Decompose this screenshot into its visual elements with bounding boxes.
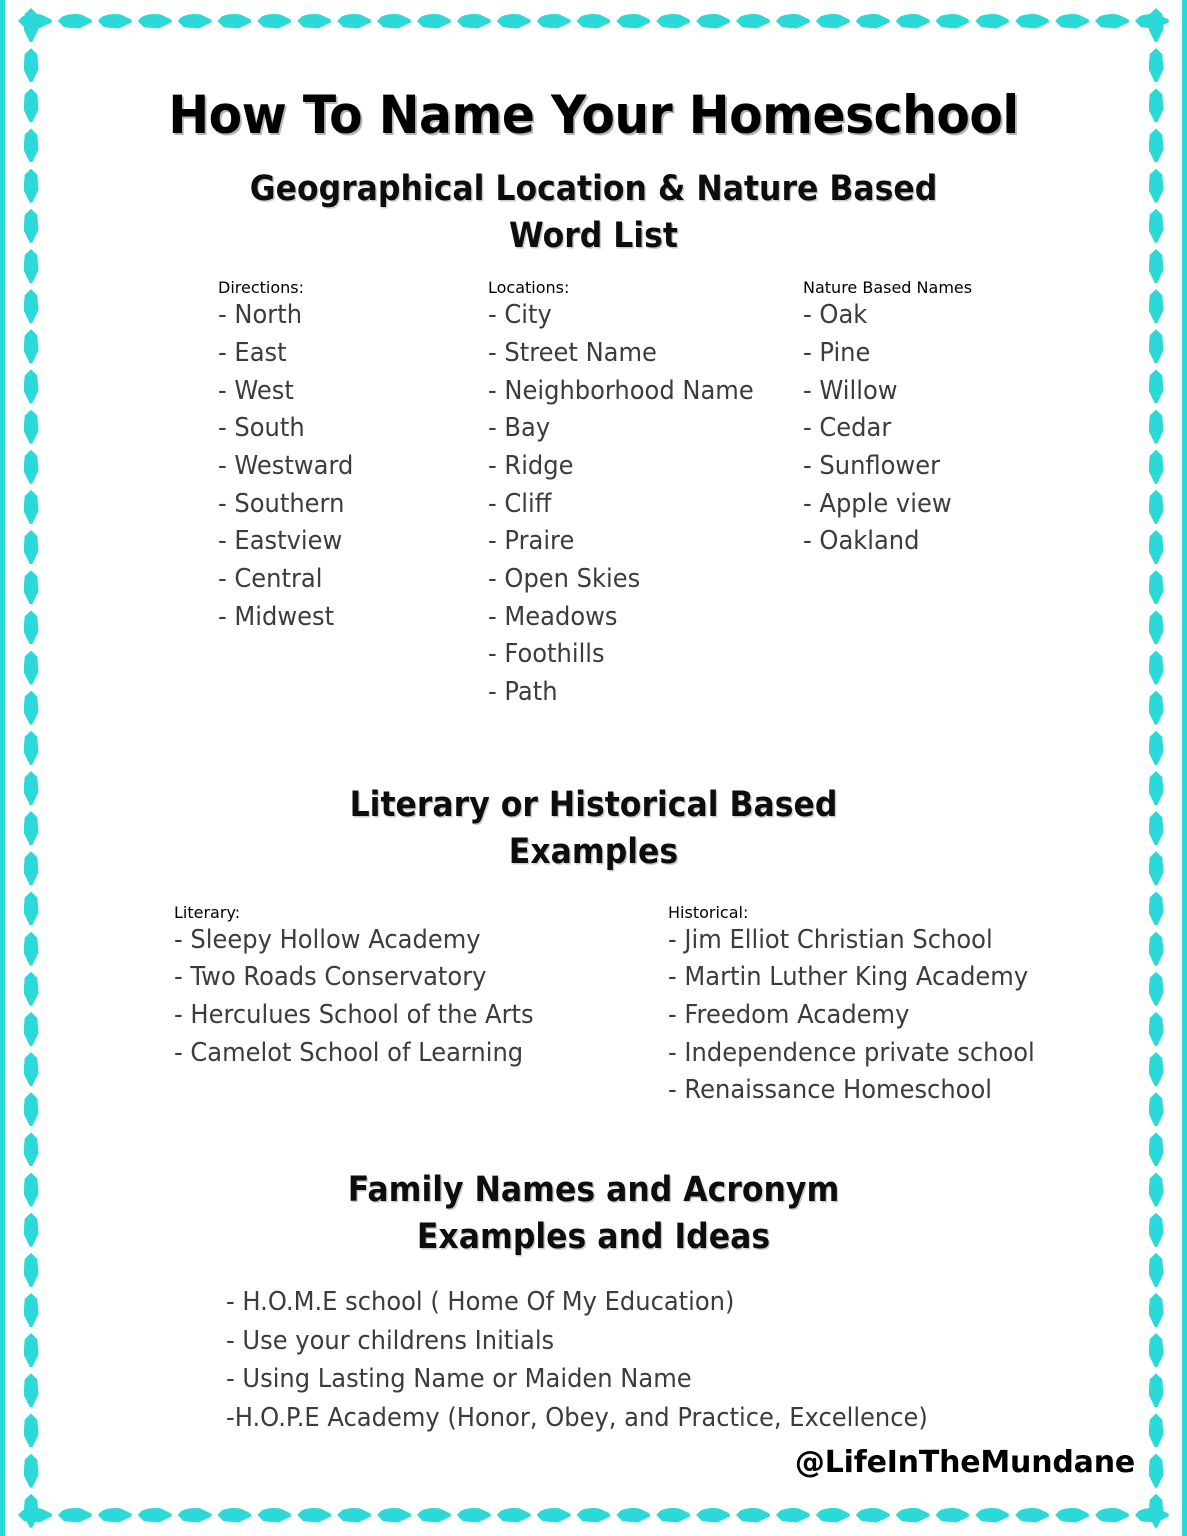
border-bead (24, 289, 39, 323)
column-historical (668, 903, 1062, 1110)
column-nature-based-names (803, 278, 972, 561)
list-item: - Apple view (803, 488, 952, 519)
border-bead (24, 1253, 39, 1287)
border-bead (1149, 8, 1164, 42)
border-bead (1015, 1508, 1049, 1523)
border-bead (736, 1508, 770, 1523)
border-bead (1149, 1373, 1164, 1407)
bead-border-left (18, 8, 44, 1528)
border-bead (1149, 1012, 1164, 1046)
border-bead (616, 14, 650, 29)
border-bead (217, 14, 251, 29)
border-bead (576, 14, 610, 29)
border-bead (98, 14, 132, 29)
border-bead (1149, 490, 1164, 524)
border-bead (1149, 88, 1164, 122)
list-item: - Bay (488, 413, 551, 444)
border-bead (696, 14, 730, 29)
border-bead (24, 530, 39, 564)
list-locations (488, 297, 774, 712)
border-bead (24, 1494, 39, 1528)
border-bead (1149, 1413, 1164, 1447)
border-bead (18, 1508, 52, 1523)
border-bead (1149, 570, 1164, 604)
border-bead (297, 14, 331, 29)
border-bead (457, 14, 491, 29)
border-bead (1149, 1454, 1164, 1488)
list-item: - Willow (803, 375, 898, 406)
border-bead (1135, 14, 1169, 29)
border-bead (24, 1173, 39, 1207)
border-bead (1149, 1333, 1164, 1367)
border-bead (18, 14, 52, 29)
section-heading-line-2: Examples and Ideas (416, 1216, 771, 1257)
list-item: - Using Lasting Name or Maiden Name (226, 1364, 692, 1395)
list-item: - Central (218, 563, 323, 594)
list-item: - North (218, 300, 303, 331)
list-item: - Jim Elliot Christian School (668, 924, 993, 955)
list-item: - Neighborhood Name (488, 375, 754, 406)
page-title: How To Name Your Homeschool (168, 85, 1019, 146)
section-heading-line-1: Geographical Location & Nature Based (249, 168, 938, 209)
border-bead (24, 249, 39, 283)
border-bead (1149, 530, 1164, 564)
border-bead (935, 14, 969, 29)
border-bead (1149, 932, 1164, 966)
border-bead (1149, 972, 1164, 1006)
column-literary (174, 903, 561, 1073)
border-bead (24, 1052, 39, 1086)
list-item: - Eastview (218, 526, 343, 557)
border-bead (1055, 1508, 1089, 1523)
border-bead (138, 14, 172, 29)
column-title-historical: Historical: (668, 902, 749, 922)
list-item: - Foothills (488, 639, 605, 670)
border-bead (935, 1508, 969, 1523)
border-bead (1149, 1052, 1164, 1086)
border-bead (24, 209, 39, 243)
list-item: -H.O.P.E Academy (Honor, Obey, and Practice, Excellence) (226, 1402, 928, 1433)
column-title-nature: Nature Based Names (803, 278, 973, 298)
border-bead (1149, 691, 1164, 725)
list-item: - Ridge (488, 450, 574, 481)
border-bead (736, 14, 770, 29)
border-bead (1149, 1253, 1164, 1287)
list-item: - Street Name (488, 337, 657, 368)
list-item: - Camelot School of Learning (174, 1037, 524, 1068)
border-bead (24, 932, 39, 966)
border-bead (896, 1508, 930, 1523)
border-bead (24, 851, 39, 885)
border-bead (616, 1508, 650, 1523)
list-item: - West (218, 375, 294, 406)
list-item: - Midwest (218, 601, 335, 632)
list-item: - Oakland (803, 526, 920, 557)
border-bead (1149, 450, 1164, 484)
list-item: - Herculues School of the Arts (174, 1000, 534, 1031)
list-item: - Use your childrens Initials (226, 1325, 555, 1356)
border-bead (1095, 14, 1129, 29)
border-bead (24, 369, 39, 403)
border-bead (377, 14, 411, 29)
list-item: - Pine (803, 337, 871, 368)
section-heading-geographical (101, 166, 1087, 261)
border-bead (24, 128, 39, 162)
border-bead (217, 1508, 251, 1523)
left-edge-rule (0, 0, 5, 1536)
list-item: - Southern (218, 488, 345, 519)
border-bead (1149, 1173, 1164, 1207)
border-bead (24, 891, 39, 925)
border-bead (24, 1132, 39, 1166)
border-bead (257, 1508, 291, 1523)
border-bead (816, 1508, 850, 1523)
border-bead (1149, 48, 1164, 82)
list-item: - Freedom Academy (668, 1000, 910, 1031)
border-bead (417, 14, 451, 29)
border-bead (138, 1508, 172, 1523)
border-bead (24, 651, 39, 685)
border-bead (656, 14, 690, 29)
border-bead (257, 14, 291, 29)
border-bead (656, 1508, 690, 1523)
border-bead (24, 1012, 39, 1046)
border-bead (1149, 610, 1164, 644)
border-bead (1149, 651, 1164, 685)
border-bead (24, 691, 39, 725)
word-list-columns (46, 278, 1141, 738)
border-bead (337, 1508, 371, 1523)
list-item: - Two Roads Conservatory (174, 962, 487, 993)
list-item: - Cliff (488, 488, 552, 519)
column-title-literary: Literary: (174, 902, 241, 922)
border-bead (1149, 851, 1164, 885)
column-title-directions: Directions: (218, 278, 305, 298)
border-bead (1149, 811, 1164, 845)
bead-border-bottom (18, 1502, 1169, 1528)
list-item: - Path (488, 677, 558, 708)
border-bead (1095, 1508, 1129, 1523)
list-item: - Westward (218, 450, 354, 481)
section-heading-line-2: Word List (508, 215, 679, 256)
border-bead (576, 1508, 610, 1523)
bead-border-right (1143, 8, 1169, 1528)
border-bead (776, 1508, 810, 1523)
section-heading-line-1: Literary or Historical Based (349, 785, 838, 826)
border-bead (1149, 1132, 1164, 1166)
border-bead (537, 1508, 571, 1523)
border-bead (1149, 771, 1164, 805)
border-bead (497, 1508, 531, 1523)
bead-border-top (18, 8, 1169, 34)
border-bead (1149, 169, 1164, 203)
border-bead (457, 1508, 491, 1523)
border-bead (297, 1508, 331, 1523)
list-item: - Praire (488, 526, 575, 557)
border-bead (1055, 14, 1089, 29)
border-bead (24, 48, 39, 82)
border-bead (178, 1508, 212, 1523)
border-bead (24, 811, 39, 845)
border-bead (1149, 1293, 1164, 1327)
border-bead (1149, 731, 1164, 765)
border-bead (497, 14, 531, 29)
document-content (46, 34, 1141, 1502)
border-bead (1015, 14, 1049, 29)
border-bead (377, 1508, 411, 1523)
section-heading-literary-historical (101, 782, 1087, 877)
border-bead (1149, 249, 1164, 283)
list-item: - City (488, 300, 552, 331)
list-item: - Martin Luther King Academy (668, 962, 1029, 993)
border-bead (24, 490, 39, 524)
border-bead (1149, 1494, 1164, 1528)
list-item: - Oak (803, 300, 868, 331)
border-bead (58, 1508, 92, 1523)
border-bead (537, 14, 571, 29)
column-directions (218, 278, 364, 636)
column-title-locations: Locations: (488, 278, 570, 298)
border-bead (1149, 891, 1164, 925)
list-item: - Cedar (803, 413, 892, 444)
border-bead (24, 88, 39, 122)
list-item: - Renaissance Homeschool (668, 1075, 992, 1106)
border-bead (24, 329, 39, 363)
border-bead (24, 1092, 39, 1126)
footer-social-handle: @LifeInTheMundane (794, 1445, 1135, 1480)
border-bead (1149, 289, 1164, 323)
border-bead (1149, 329, 1164, 363)
list-family-acronym-ideas (46, 1283, 1141, 1437)
border-bead (24, 1413, 39, 1447)
border-bead (696, 1508, 730, 1523)
list-directions (218, 297, 364, 636)
border-bead (24, 410, 39, 444)
border-bead (98, 1508, 132, 1523)
border-bead (24, 771, 39, 805)
section-heading-line-1: Family Names and Acronym (347, 1169, 840, 1210)
border-bead (776, 14, 810, 29)
border-bead (24, 1333, 39, 1367)
border-bead (24, 169, 39, 203)
examples-columns (46, 903, 1141, 1131)
border-bead (24, 1373, 39, 1407)
border-bead (24, 450, 39, 484)
border-bead (24, 610, 39, 644)
border-bead (1149, 1213, 1164, 1247)
border-bead (24, 570, 39, 604)
border-bead (1149, 410, 1164, 444)
border-bead (24, 8, 39, 42)
border-bead (58, 14, 92, 29)
border-bead (1149, 1092, 1164, 1126)
border-bead (975, 1508, 1009, 1523)
border-bead (1149, 369, 1164, 403)
border-bead (24, 1213, 39, 1247)
right-edge-rule (1182, 0, 1187, 1536)
border-bead (896, 14, 930, 29)
column-locations (488, 278, 774, 712)
border-bead (24, 1293, 39, 1327)
list-item: - Sleepy Hollow Academy (174, 924, 481, 955)
border-bead (1149, 128, 1164, 162)
border-bead (24, 731, 39, 765)
border-bead (1135, 1508, 1169, 1523)
border-bead (24, 972, 39, 1006)
list-item: - East (218, 337, 287, 368)
border-bead (337, 14, 371, 29)
border-bead (1149, 209, 1164, 243)
border-bead (856, 14, 890, 29)
list-historical-examples (668, 922, 1062, 1110)
section-heading-line-2: Examples (508, 832, 679, 873)
border-bead (975, 14, 1009, 29)
section-heading-family-acronym (101, 1167, 1087, 1262)
list-item: - H.O.M.E school ( Home Of My Education) (226, 1287, 735, 1318)
list-literary-examples (174, 922, 561, 1073)
list-item: - Meadows (488, 601, 618, 632)
border-bead (24, 1454, 39, 1488)
border-bead (816, 14, 850, 29)
border-bead (856, 1508, 890, 1523)
border-bead (417, 1508, 451, 1523)
list-item: - Sunflower (803, 450, 941, 481)
list-item: - Open Skies (488, 563, 641, 594)
list-nature-based-names (803, 297, 972, 561)
list-item: - South (218, 413, 305, 444)
list-item: - Independence private school (668, 1037, 1035, 1068)
border-bead (178, 14, 212, 29)
